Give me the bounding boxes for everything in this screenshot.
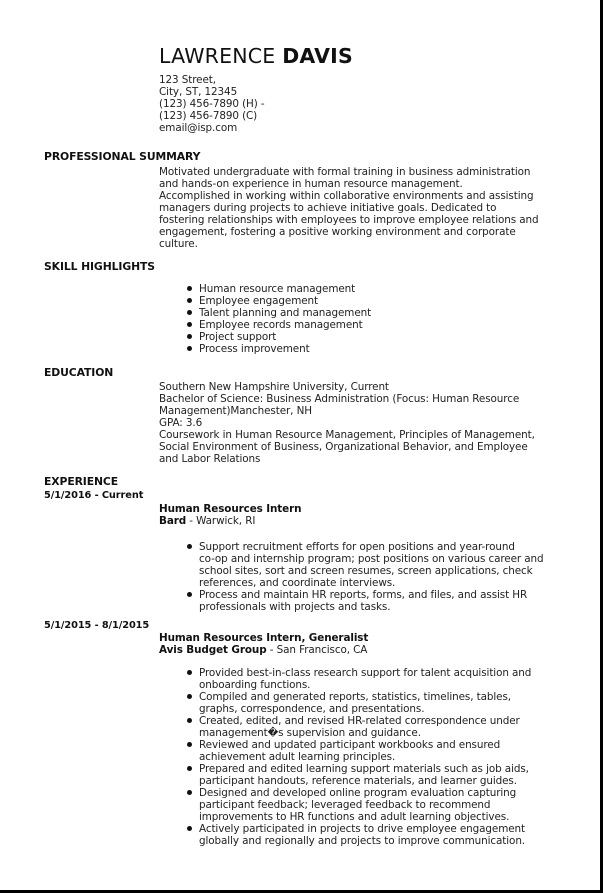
last-name: DAVIS xyxy=(282,44,353,68)
duty-line: references, and coordinate interviews. xyxy=(199,577,396,589)
summary-line: and hands-on experience in human resource management. xyxy=(159,178,463,190)
job-title: Human Resources Intern xyxy=(159,503,302,515)
skill-item: Talent planning and management xyxy=(159,307,559,319)
duty-line: Support recruitment efforts for open positions and year-round xyxy=(199,541,515,553)
duty-line: improvements to HR functions and adult learning objectives. xyxy=(199,811,510,823)
company-name: Bard xyxy=(159,515,187,527)
duty-line: Compiled and generated reports, statistics, timelines, tables, xyxy=(199,691,511,703)
skill-item: Employee engagement xyxy=(159,295,559,307)
duty-line: Process and maintain HR reports, forms, and files, and assist HR xyxy=(199,589,528,601)
duty-item xyxy=(159,589,559,613)
duty-item xyxy=(159,739,559,763)
duty-line: Provided best-in-class research support for talent acquisition and xyxy=(199,667,532,679)
skill-item: Process improvement xyxy=(159,343,559,355)
job-location: - Warwick, RI xyxy=(186,515,256,527)
job-dates: 5/1/2016 - Current xyxy=(44,490,144,501)
education-line: Social Environment of Business, Organizational Behavior, and Employee xyxy=(159,441,528,453)
skills-list xyxy=(159,283,559,355)
skill-item: Human resource management xyxy=(159,283,559,295)
education-line: GPA: 3.6 xyxy=(159,417,203,429)
duty-line: Created, edited, and revised HR-related correspondence under xyxy=(199,715,520,727)
job-dates: 5/1/2015 - 8/1/2015 xyxy=(44,620,150,631)
duty-line: participant handouts, reference materials, and learner guides. xyxy=(199,775,517,787)
education-line: Southern New Hampshire University, Current xyxy=(159,381,389,393)
summary-heading: PROFESSIONAL SUMMARY xyxy=(44,150,201,163)
phone-cell: (123) 456-7890 (C) xyxy=(159,110,258,122)
education-line: Bachelor of Science: Business Administration (Focus: Human Resource xyxy=(159,393,520,405)
job-title: Human Resources Intern, Generalist xyxy=(159,632,369,644)
job-entry xyxy=(159,632,559,847)
duty-item xyxy=(159,715,559,739)
summary-line: Motivated undergraduate with formal training in business administration xyxy=(159,166,531,178)
skill-item: Project support xyxy=(159,331,559,343)
job-employer xyxy=(159,644,559,656)
summary-line: managers during projects to achieve initiative goals. Dedicated to xyxy=(159,202,497,214)
education-line: Management)Manchester, NH xyxy=(159,405,312,417)
job-duties xyxy=(159,541,559,613)
job-duties xyxy=(159,667,559,847)
job-location: - San Francisco, CA xyxy=(266,644,368,656)
duty-line: co-op and internship program; post positions on various career and xyxy=(199,553,544,565)
education-line: and Labor Relations xyxy=(159,453,261,465)
duty-item xyxy=(159,667,559,691)
company-name: Avis Budget Group xyxy=(159,644,267,656)
summary-line: Accomplished in working within collaborative environments and assisting xyxy=(159,190,534,202)
duty-line: school sites, sort and screen resumes, screen applications, check xyxy=(199,565,533,577)
first-name: LAWRENCE xyxy=(159,44,276,68)
job-entry xyxy=(159,503,559,613)
duty-line: participant feedback; leveraged feedback to recommend xyxy=(199,799,491,811)
summary-text xyxy=(159,166,559,250)
duty-line: Designed and developed online program evaluation capturing xyxy=(199,787,517,799)
duty-item xyxy=(159,541,559,589)
email: email@isp.com xyxy=(159,122,238,134)
duty-line: achievement adult learning principles. xyxy=(199,751,396,763)
education-text xyxy=(159,381,559,465)
duty-item xyxy=(159,691,559,715)
skill-item: Employee records management xyxy=(159,319,559,331)
phone-home: (123) 456-7890 (H) - xyxy=(159,98,265,110)
duty-line: globally and regionally and projects to improve communication. xyxy=(199,835,526,847)
education-line: Coursework in Human Resource Management, Principles of Management, xyxy=(159,429,535,441)
summary-line: culture. xyxy=(159,238,198,250)
summary-line: fostering relationships with employees to improve employee relations and xyxy=(159,214,539,226)
duty-line: graphs, correspondence, and presentations. xyxy=(199,703,425,715)
candidate-name xyxy=(159,44,353,68)
duty-line: Prepared and edited learning support materials such as job aids, xyxy=(199,763,529,775)
experience-heading: EXPERIENCE xyxy=(44,475,119,488)
address-city: City, ST, 12345 xyxy=(159,86,238,98)
contact-info xyxy=(159,74,265,134)
duty-item xyxy=(159,823,559,847)
job-employer xyxy=(159,515,559,527)
education-heading: EDUCATION xyxy=(44,366,114,379)
duty-line: onboarding functions. xyxy=(199,679,311,691)
duty-line: Reviewed and updated participant workbooks and ensured xyxy=(199,739,501,751)
duty-item xyxy=(159,763,559,787)
duty-line: professionals with projects and tasks. xyxy=(199,601,391,613)
duty-line: management�s supervision and guidance. xyxy=(199,727,421,739)
duty-line: Actively participated in projects to drive employee engagement xyxy=(199,823,525,835)
skills-heading: SKILL HIGHLIGHTS xyxy=(44,260,155,273)
summary-line: engagement, fostering a positive working environment and corporate xyxy=(159,226,516,238)
address-street: 123 Street, xyxy=(159,74,216,86)
duty-item xyxy=(159,787,559,823)
